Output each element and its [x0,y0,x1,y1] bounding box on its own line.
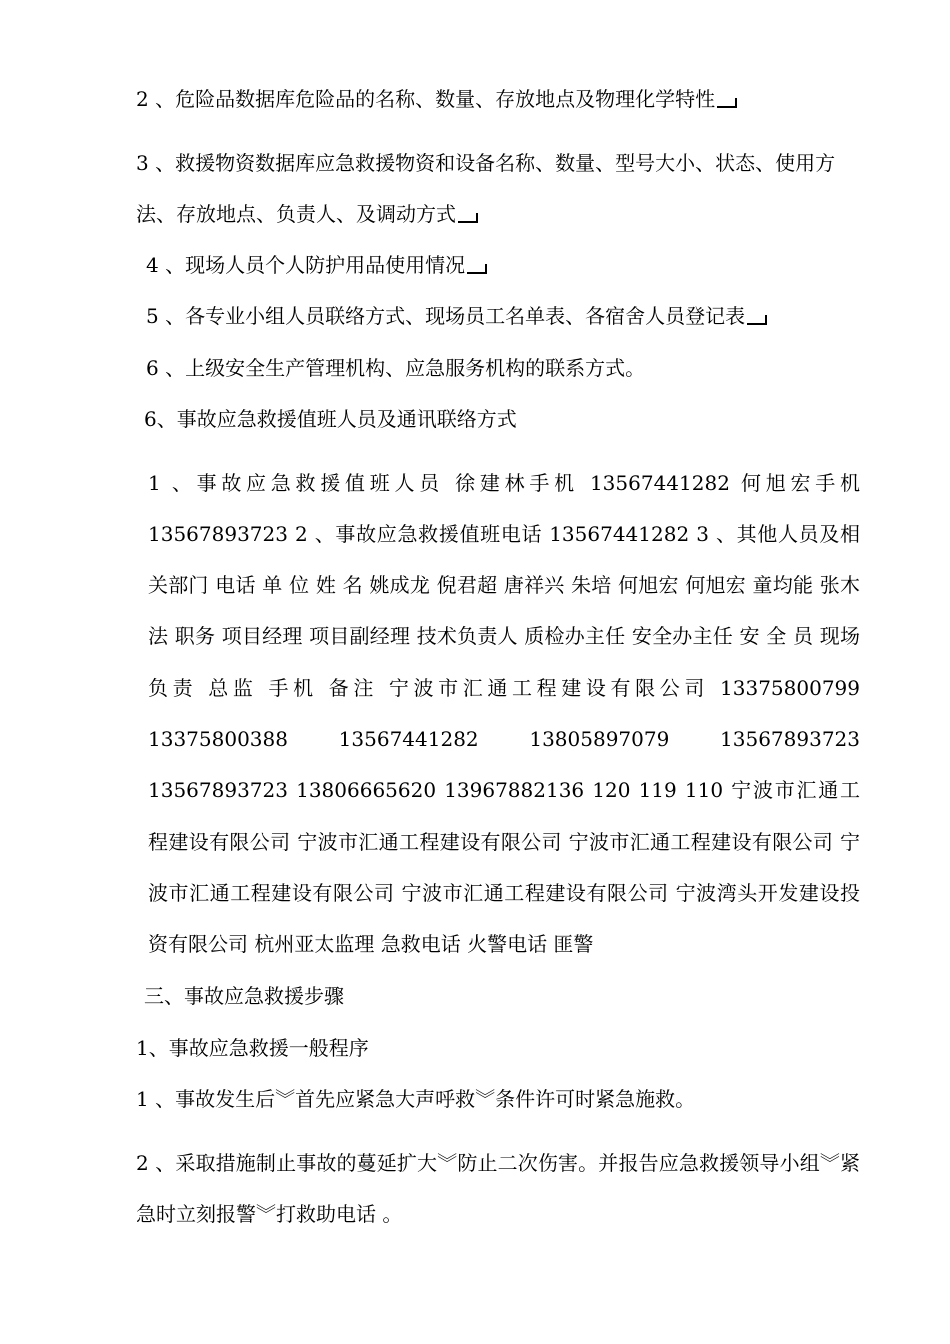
end-mark [467,264,487,274]
section-heading-rescue-steps: 三、事故应急救援步骤 [144,984,344,1009]
document-page [92,86,860,1254]
subheading-general-procedure: 1、事故应急救援一般程序 [136,1035,369,1060]
step-2: 2 、采取措施制止事故的蔓延扩大︾防止二次伤害。并报告应急救援领导小组︾紧急时立刻报警︾打救助电话 。 [136,1150,860,1227]
item-rescue-supplies-database: 3 、救援物资数据库应急救援物资和设备名称、数量、型号大小、状态、使用方法、存放地点、负责人、及调动方式 [136,150,836,226]
end-mark [747,315,767,325]
duty-contacts-paragraph: 1 、事故应急救援值班人员 徐建林手机 13567441282 何旭宏手机 13567893723 2 、事故应急救援值班电话 13567441282 3 、其他人员及相关部门 电话 单 位 姓 名 姚成龙 倪君超 唐祥兴 朱培 何旭宏 何旭宏 童均能 张木法 职务 项目经理 项目副经理 技术负责人 质检办主任 安全办主任 安 全 员 现场负责 总监 手机 备注 宁波市汇通工程建设有限公司 13375800799 13375800388 13567441282 13805897079 13567893723 13567893723 13806665620 13967882136 120 119 110 宁波市汇通工程建设有限公司 宁波市汇通工程建设有限公司 宁波市汇通工程建设有限公司 宁波市汇通工程建设有限公司 宁波市汇通工程建设有限公司 宁波湾头开发建设投资有限公司 杭州亚太监理 急救电话 火警电话 匪警 [148,470,860,957]
item-agency-contacts: 6 、上级安全生产管理机构、应急服务机构的联系方式。 [146,355,646,380]
section-heading-duty-contacts: 6、事故应急救援值班人员及通讯联络方式 [144,407,517,431]
end-mark [717,98,737,108]
step-1: 1 、事故发生后︾首先应紧急大声呼救︾条件许可时紧急施救。 [136,1087,696,1112]
item-team-contacts: 5 、各专业小组人员联络方式、现场员工名单表、各宿舍人员登记表 [92,303,860,329]
item-ppe-usage: 4 、现场人员个人防护用品使用情况 [92,252,860,278]
item-hazmat-database: 2 、危险品数据库危险品的名称、数量、存放地点及物理化学特性 [92,86,860,112]
end-mark [458,213,478,223]
